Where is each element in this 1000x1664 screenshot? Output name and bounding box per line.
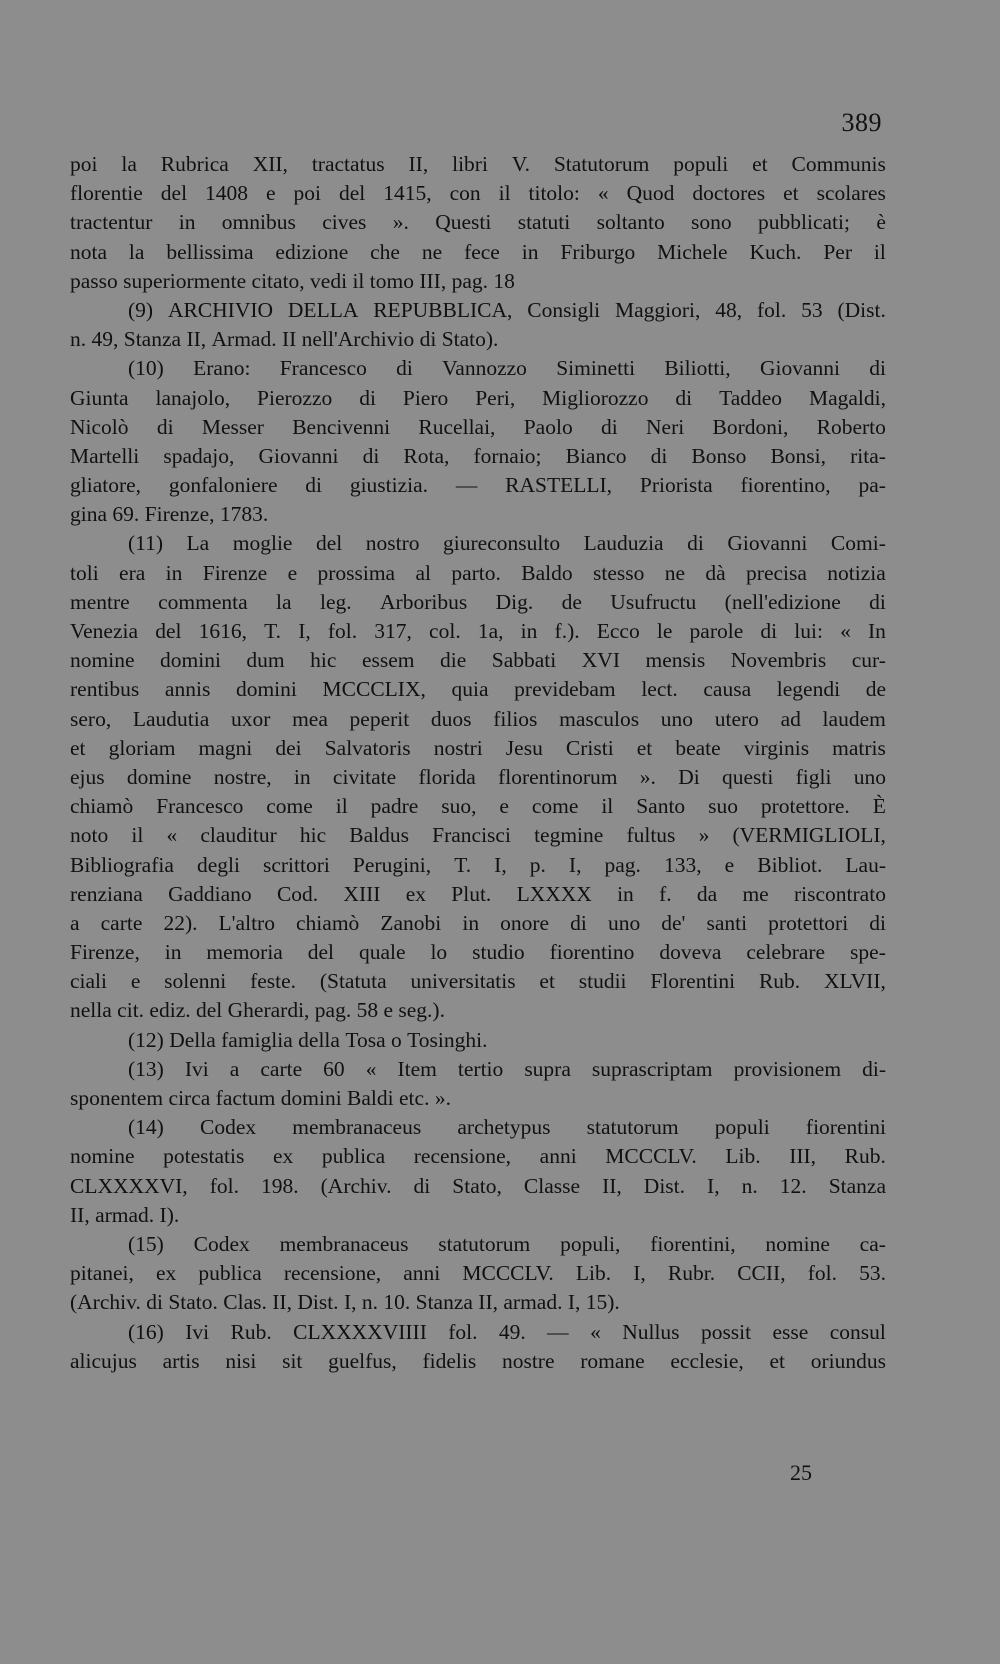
text-line: sponentem circa factum domini Baldi etc. ». <box>70 1086 451 1110</box>
text-line: Giunta lanajolo, Pierozzo di Piero Peri, Migliorozzo di Taddeo Magaldi, <box>70 385 886 410</box>
text-line: (13) Ivi a carte 60 « Item tertio supra suprascriptam provisionem di- <box>128 1056 886 1081</box>
text-line: Nicolò di Messer Bencivenni Rucellai, Paolo di Neri Bordoni, Roberto <box>70 414 886 439</box>
text-line: ciali e solenni feste. (Statuta universitatis et studii Florentini Rub. XLVII, <box>70 969 886 994</box>
text-line: Martelli spadajo, Giovanni di Rota, fornaio; Bianco di Bonso Bonsi, rita- <box>70 443 886 468</box>
text-line: a carte 22). L'altro chiamò Zanobi in onore di uno de' santi protettori di <box>70 910 886 935</box>
text-line: nota la bellissima edizione che ne fece in Friburgo Michele Kuch. Per il <box>70 239 886 264</box>
text-line: (11) La moglie del nostro giureconsulto Lauduzia di Giovanni Comi- <box>128 531 886 556</box>
text-line: et gloriam magni dei Salvatoris nostri Jesu Cristi et beate virginis matris <box>70 735 886 760</box>
text-line: (16) Ivi Rub. CLXXXXVIIII fol. 49. — « Nullus possit esse consul <box>128 1319 886 1344</box>
text-line: Venezia del 1616, T. I, fol. 317, col. 1a, in f.). Ecco le parole di lui: « In <box>70 619 886 643</box>
text-line: gliatore, gonfaloniere di giustizia. — RASTELLI, Priorista fiorentino, pa- <box>70 473 886 498</box>
text-line: passo superiormente citato, vedi il tomo III, pag. 18 <box>70 268 515 293</box>
text-line: nomine domini dum hic essem die Sabbati XVI mensis Novembris cur- <box>70 648 886 673</box>
text-line: florentie del 1408 e poi del 1415, con il titolo: « Quod doctores et scolares <box>70 181 886 206</box>
text-line: chiamò Francesco come il padre suo, e come il Santo suo protettore. È <box>70 794 886 819</box>
text-line: (15) Codex membranaceus statutorum populi, fiorentini, nomine ca- <box>128 1231 886 1256</box>
text-line: (Archiv. di Stato. Clas. II, Dist. I, n. 10. Stanza II, armad. I, 15). <box>70 1290 620 1315</box>
text-line: gina 69. Firenze, 1783. <box>70 502 269 527</box>
text-line: renziana Gaddiano Cod. XIII ex Plut. LXXXX in f. da me riscontrato <box>70 881 886 906</box>
signature-mark: 25 <box>790 1460 812 1485</box>
text-line: II, armad. I). <box>70 1202 180 1227</box>
text-line: sero, Laudutia uxor mea peperit duos filios masculos uno utero ad laudem <box>70 706 886 731</box>
text-line: pitanei, ex publica recensione, anni MCCCLV. Lib. I, Rubr. CCII, fol. 53. <box>70 1261 886 1286</box>
text-line: (9) ARCHIVIO DELLA REPUBBLICA, Consigli Maggiori, 48, fol. 53 (Dist. <box>128 297 886 322</box>
text-line: noto il « clauditur hic Baldus Francisci tegmine fultus » (VERMIGLIOLI, <box>70 823 886 848</box>
text-line: ejus domine nostre, in civitate florida florentinorum ». Di questi figli uno <box>70 764 886 789</box>
text-line: Firenze, in memoria del quale lo studio fiorentino doveva celebrare spe- <box>70 940 886 965</box>
text-line: toli era in Firenze e prossima al parto. Baldo stesso ne dà precisa notizia <box>70 560 886 585</box>
text-line: nella cit. ediz. del Gherardi, pag. 58 e seg.). <box>70 998 445 1023</box>
text-line: (10) Erano: Francesco di Vannozzo Siminetti Biliotti, Giovanni di <box>128 356 886 381</box>
text-line: rentibus annis domini MCCCLIX, quia previdebam lect. causa legendi de <box>70 677 886 702</box>
text-line: n. 49, Stanza II, Armad. II nell'Archivio di Stato). <box>70 327 499 352</box>
footnotes-text <box>70 150 886 1376</box>
text-line: poi la Rubrica XII, tractatus II, libri V. Statutorum populi et Communis <box>70 152 886 176</box>
text-line: CLXXXXVI, fol. 198. (Archiv. di Stato, Classe II, Dist. I, n. 12. Stanza <box>70 1173 886 1198</box>
text-line: tractentur in omnibus cives ». Questi statuti soltanto sono pubblicati; è <box>70 210 886 235</box>
text-line: nomine potestatis ex publica recensione, anni MCCCLV. Lib. III, Rub. <box>70 1144 886 1169</box>
page-number: 389 <box>841 108 882 137</box>
text-line: (14) Codex membranaceus archetypus statutorum populi fiorentini <box>128 1115 886 1140</box>
text-line: Bibliografia degli scrittori Perugini, T. I, p. I, pag. 133, e Bibliot. Lau- <box>70 852 886 877</box>
text-line: (12) Della famiglia della Tosa o Tosinghi. <box>128 1027 488 1052</box>
text-line: mentre commenta la leg. Arboribus Dig. de Usufructu (nell'edizione di <box>70 589 886 614</box>
text-line: alicujus artis nisi sit guelfus, fidelis nostre romane ecclesie, et oriundus <box>70 1348 886 1373</box>
